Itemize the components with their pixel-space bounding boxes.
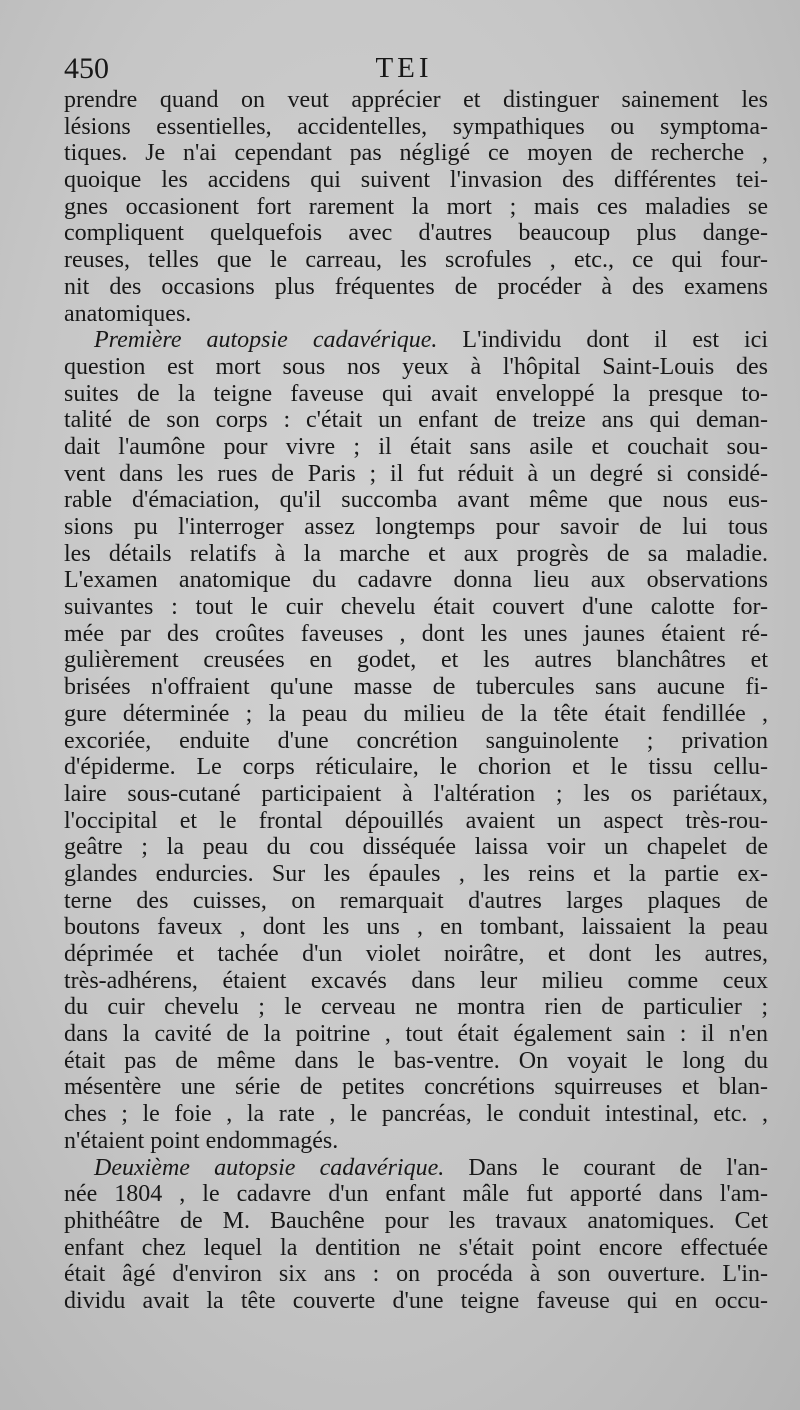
- text-line: mée par des croûtes faveuses , dont les unes jaunes étaient ré-: [64, 620, 768, 647]
- running-head: TEI: [375, 52, 433, 84]
- text-line: dait l'aumône pour vivre ; il était sans asile et couchait sou-: [64, 433, 768, 460]
- text-line: terne des cuisses, on remarquait d'autres larges plaques de: [64, 887, 768, 914]
- text-line: était âgé d'environ six ans : on procéda à son ouverture. L'in-: [64, 1261, 768, 1288]
- text-line: suites de la teigne faveuse qui avait enveloppé la presque to-: [64, 380, 768, 407]
- page-number: 450: [64, 52, 109, 85]
- text-line: gulièrement creusées en godet, et les autres blanchâtres et: [64, 647, 768, 674]
- text-line: dans la cavité de la poitrine , tout était également sain : il n'en: [64, 1021, 768, 1048]
- text-line: excoriée, enduite d'une concrétion sanguinolente ; privation: [64, 727, 768, 754]
- body-text: [64, 87, 768, 1315]
- text-line: brisées n'offraient qu'une masse de tubercules sans aucune fi-: [64, 674, 768, 701]
- text-line: question est mort sous nos yeux à l'hôpital Saint-Louis des: [64, 353, 768, 380]
- text-line: nit des occasions plus fréquentes de procéder à des examens: [64, 273, 768, 300]
- text-line: n'étaient point endommagés.: [64, 1127, 339, 1154]
- text-line: quoique les accidens qui suivent l'invasion des différentes tei-: [64, 167, 768, 194]
- text-line: L'examen anatomique du cadavre donna lieu aux observations: [64, 567, 768, 594]
- text-line: du cuir chevelu ; le cerveau ne montra rien de particulier ;: [64, 994, 768, 1021]
- text-line: ches ; le foie , la rate , le pancréas, le conduit intestinal, etc. ,: [64, 1101, 768, 1128]
- text-line: suivantes : tout le cuir chevelu était couvert d'une calotte for-: [64, 594, 768, 621]
- text-line: talité de son corps : c'était un enfant de treize ans qui deman-: [64, 407, 768, 434]
- section-lead: Première autopsie cadavérique.: [94, 327, 438, 354]
- text-line: l'occipital et le frontal dépouillés avaient un aspect très-rou-: [64, 807, 768, 834]
- text-line: laire sous-cutané participaient à l'altération ; les os pariétaux,: [64, 780, 768, 807]
- paragraph-second-autopsy: [64, 1155, 768, 1315]
- text-line: déprimée et tachée d'un violet noirâtre, et dont les autres,: [64, 941, 768, 967]
- lead-continuation: Dans le courant de l'an-: [444, 1154, 768, 1181]
- text-line: lésions essentielles, accidentelles, sympathiques ou symptoma-: [64, 113, 768, 140]
- text-line: geâtre ; la peau du cou disséquée laissa voir un chapelet de: [64, 834, 768, 861]
- text-line: gure déterminée ; la peau du milieu de la tête était fendillée ,: [64, 700, 768, 727]
- text-line: rable d'émaciation, qu'il succomba avant même que nous eus-: [64, 487, 768, 514]
- text-line: enfant chez lequel la dentition ne s'était point encore effectuée: [64, 1234, 768, 1261]
- text-line: tiques. Je n'ai cependant pas négligé ce moyen de recherche ,: [64, 140, 768, 167]
- text-line: née 1804 , le cadavre d'un enfant mâle fut apporté dans l'am-: [64, 1181, 768, 1208]
- text-line: compliquent quelquefois avec d'autres beaucoup plus dange-: [64, 220, 768, 247]
- paragraph-continued: [64, 87, 768, 327]
- text-line: glandes endurcies. Sur les épaules , les reins et la partie ex-: [64, 860, 768, 887]
- text-line: très-adhérens, étaient excavés dans leur milieu comme ceux: [64, 967, 768, 994]
- text-line: était pas de même dans le bas-ventre. On voyait le long du: [64, 1047, 768, 1074]
- text-line: dividu avait la tête couverte d'une teigne faveuse qui en occu-: [64, 1287, 768, 1314]
- text-line: anatomiques.: [64, 300, 192, 327]
- text-line: prendre quand on veut apprécier et distinguer sainement les: [64, 87, 768, 113]
- text-line: gnes occasionent fort rarement la mort ; mais ces maladies se: [64, 193, 768, 220]
- text-line: [64, 327, 768, 354]
- text-line: reuses, telles que le carreau, les scrofules , etc., ce qui four-: [64, 247, 768, 274]
- page-header: [64, 52, 744, 92]
- text-line: mésentère une série de petites concrétions squirreuses et blan-: [64, 1074, 768, 1101]
- paragraph-first-autopsy: [64, 327, 768, 1154]
- text-line: les détails relatifs à la marche et aux progrès de sa maladie.: [64, 540, 768, 567]
- section-lead: Deuxième autopsie cadavérique.: [94, 1154, 445, 1181]
- text-line: sions pu l'interroger assez longtemps pour savoir de lui tous: [64, 514, 768, 540]
- text-line: vent dans les rues de Paris ; il fut réduit à un degré si considé-: [64, 460, 768, 487]
- text-line: boutons faveux , dont les uns , en tombant, laissaient la peau: [64, 914, 768, 941]
- text-line: d'épiderme. Le corps réticulaire, le chorion et le tissu cellu-: [64, 754, 768, 781]
- lead-continuation: L'individu dont il est ici: [437, 327, 768, 354]
- text-line: [64, 1155, 768, 1182]
- text-line: phithéâtre de M. Bauchêne pour les travaux anatomiques. Cet: [64, 1207, 768, 1234]
